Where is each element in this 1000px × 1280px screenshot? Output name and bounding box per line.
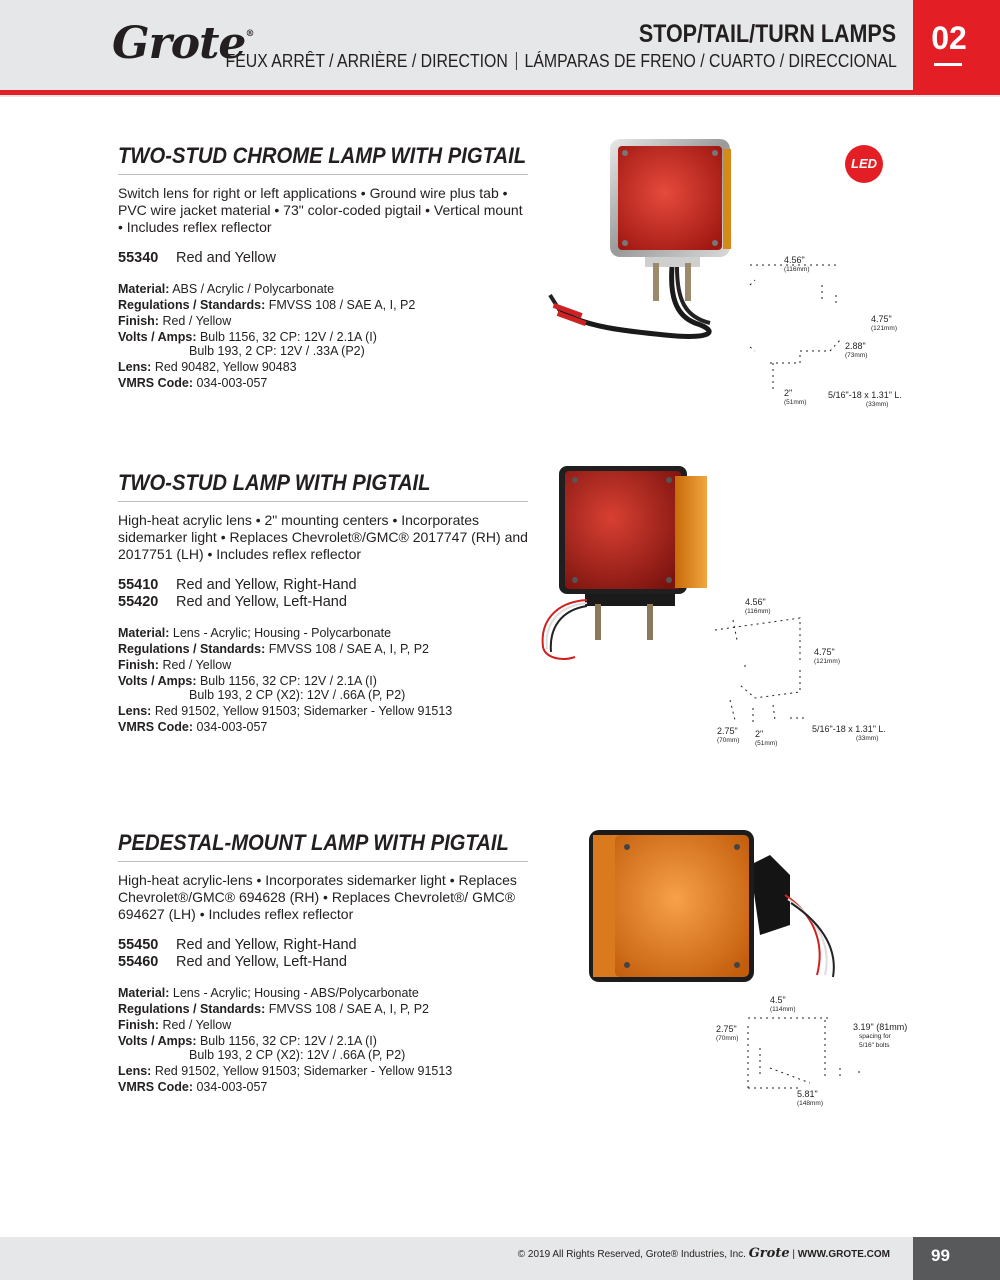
dimension-depth: 2.75" (70mm) xyxy=(717,726,740,744)
footer-url-link[interactable]: WWW.GROTE.COM xyxy=(797,1249,890,1260)
dimension-height: 4.75" (121mm) xyxy=(871,314,898,332)
dimension-bolt: 5/16"-18 x 1.31" L. (33mm) xyxy=(812,724,886,742)
part-list xyxy=(118,937,538,971)
spec-vmrs: VMRS Code: 034-003-057 xyxy=(118,376,268,390)
page-number: 99 xyxy=(931,1246,950,1265)
part-number: 55410 xyxy=(118,577,159,593)
section-number: 02 xyxy=(931,20,967,56)
page-number-tab xyxy=(913,1237,1000,1280)
part-name: Red and Yellow xyxy=(176,250,276,266)
spec-lens: Lens: Red 91502, Yellow 91503; Sidemarker - Yellow 91513 xyxy=(118,1064,453,1078)
footer-grote-logo: Grote xyxy=(748,1246,790,1261)
title-rule xyxy=(118,174,528,175)
copyright-text: © 2019 All Rights Reserved, Grote® Industries, Inc. xyxy=(517,1249,746,1260)
part-name: Red and Yellow, Right-Hand xyxy=(176,577,357,593)
footer-copyright xyxy=(518,1246,890,1261)
spec-regulations: Regulations / Standards: FMVSS 108 / SAE A, I, P2 xyxy=(118,298,416,312)
product-description: High-heat acrylic lens • 2" mounting centers • Incorporates sidemarker light • Replaces Chevrolet®/GMC® 2017747 (RH) and 2017751 (LH) • Includes reflex reflector xyxy=(118,512,528,562)
product-description: Switch lens for right or left applications • Ground wire plus tab • PVC wire jacket material • 73" color-coded pigtail • Vertical mount • Includes reflex reflector xyxy=(118,185,523,235)
dimension-height: 4.75" (121mm) xyxy=(814,647,841,665)
spec-list xyxy=(118,625,538,735)
spec-volts: Volts / Amps: Bulb 1156, 32 CP: 12V / 2.1A (I) xyxy=(118,330,377,344)
dimension-depth: 2.75" (70mm) xyxy=(716,1024,739,1042)
spec-volts-line2: Bulb 193, 2 CP: 12V / .33A (P2) xyxy=(189,344,365,358)
part-row xyxy=(118,250,538,267)
two-stud-lamp-photo xyxy=(535,462,710,667)
dimension-width: 4.56" (116mm) xyxy=(784,255,810,273)
part-row xyxy=(118,594,538,611)
spec-vmrs: VMRS Code: 034-003-057 xyxy=(118,720,268,734)
spec-volts-line2: Bulb 193, 2 CP (X2): 12V / .66A (P, P2) xyxy=(189,1048,406,1062)
part-name: Red and Yellow, Right-Hand xyxy=(176,937,357,953)
pedestal-lamp-photo xyxy=(585,825,845,985)
product-title: TWO-STUD CHROME LAMP WITH PIGTAIL xyxy=(118,143,527,168)
spec-material: Material: ABS / Acrylic / Polycarbonate xyxy=(118,282,335,296)
dimension-stud: 2" (51mm) xyxy=(784,388,807,406)
spec-lens: Lens: Red 91502, Yellow 91503; Sidemarker - Yellow 91513 xyxy=(118,704,453,718)
part-row xyxy=(118,954,538,971)
spec-material: Material: Lens - Acrylic; Housing - ABS/Polycarbonate xyxy=(118,986,419,1000)
led-badge: LED xyxy=(845,145,883,183)
section-number-underline xyxy=(934,63,962,66)
title-rule xyxy=(118,861,528,862)
grote-logo: Grote® xyxy=(112,18,254,69)
spec-finish: Finish: Red / Yellow xyxy=(118,314,232,328)
product-pedestal-mount xyxy=(118,830,538,1095)
subtitle-spanish: LÁMPARAS DE FRENO / CUARTO / DIRECCIONAL xyxy=(524,51,897,71)
subtitle-french: FEUX ARRÊT / ARRIÈRE / DIRECTION xyxy=(225,51,508,71)
dimension-spacing: 3.19" (81mm) spacing for 5/16" bolts xyxy=(853,1022,908,1049)
title-rule xyxy=(118,501,528,502)
part-list xyxy=(118,250,538,267)
part-row xyxy=(118,937,538,954)
subtitle-divider xyxy=(516,52,517,70)
part-row xyxy=(118,577,538,594)
product-title: TWO-STUD LAMP WITH PIGTAIL xyxy=(118,470,431,495)
spec-vmrs: VMRS Code: 034-003-057 xyxy=(118,1080,268,1094)
spec-volts: Volts / Amps: Bulb 1156, 32 CP: 12V / 2.1A (I) xyxy=(118,1034,377,1048)
spec-volts-line2: Bulb 193, 2 CP (X2): 12V / .66A (P, P2) xyxy=(189,688,406,702)
section-subtitle xyxy=(226,51,897,72)
dimension-length: 5.81" (148mm) xyxy=(797,1089,824,1107)
spec-lens: Lens: Red 90482, Yellow 90483 xyxy=(118,360,297,374)
dimension-width: 4.5" (114mm) xyxy=(770,995,796,1013)
spec-list xyxy=(118,985,538,1095)
product-two-stud-chrome xyxy=(118,143,538,391)
dimension-width: 4.56" (116mm) xyxy=(745,597,771,615)
chrome-lamp-photo xyxy=(545,135,745,345)
product-description: High-heat acrylic-lens • Incorporates sidemarker light • Replaces Chevrolet®/GMC® 694628 (RH) • Replaces Chevrolet®/ GMC® 694627 (LH) • Includes reflex reflector xyxy=(118,872,517,922)
header-grey-rule xyxy=(0,95,1000,97)
spec-finish: Finish: Red / Yellow xyxy=(118,658,232,672)
spec-regulations: Regulations / Standards: FMVSS 108 / SAE A, I, P, P2 xyxy=(118,642,429,656)
section-tab xyxy=(913,0,1000,90)
footer-separator: | xyxy=(792,1249,795,1260)
part-name: Red and Yellow, Left-Hand xyxy=(176,954,347,970)
part-number: 55450 xyxy=(118,937,159,953)
product-two-stud xyxy=(118,470,538,735)
dimension-stud: 2" (51mm) xyxy=(755,729,778,747)
part-name: Red and Yellow, Left-Hand xyxy=(176,594,347,610)
spec-list xyxy=(118,281,538,391)
two-stud-lamp-dimension-drawing xyxy=(705,597,835,740)
part-number: 55340 xyxy=(118,250,159,266)
section-title: STOP/TAIL/TURN LAMPS xyxy=(638,20,896,48)
spec-regulations: Regulations / Standards: FMVSS 108 / SAE A, I, P, P2 xyxy=(118,1002,429,1016)
spec-material: Material: Lens - Acrylic; Housing - Polycarbonate xyxy=(118,626,392,640)
part-list xyxy=(118,577,538,611)
spec-finish: Finish: Red / Yellow xyxy=(118,1018,232,1032)
part-number: 55460 xyxy=(118,954,159,970)
part-number: 55420 xyxy=(118,594,159,610)
dimension-depth: 2.88" (73mm) xyxy=(845,341,868,359)
dimension-bolt: 5/16"-18 x 1.31" L. (33mm) xyxy=(828,390,902,408)
product-title: PEDESTAL-MOUNT LAMP WITH PIGTAIL xyxy=(118,830,509,855)
spec-volts: Volts / Amps: Bulb 1156, 32 CP: 12V / 2.1A (I) xyxy=(118,674,377,688)
